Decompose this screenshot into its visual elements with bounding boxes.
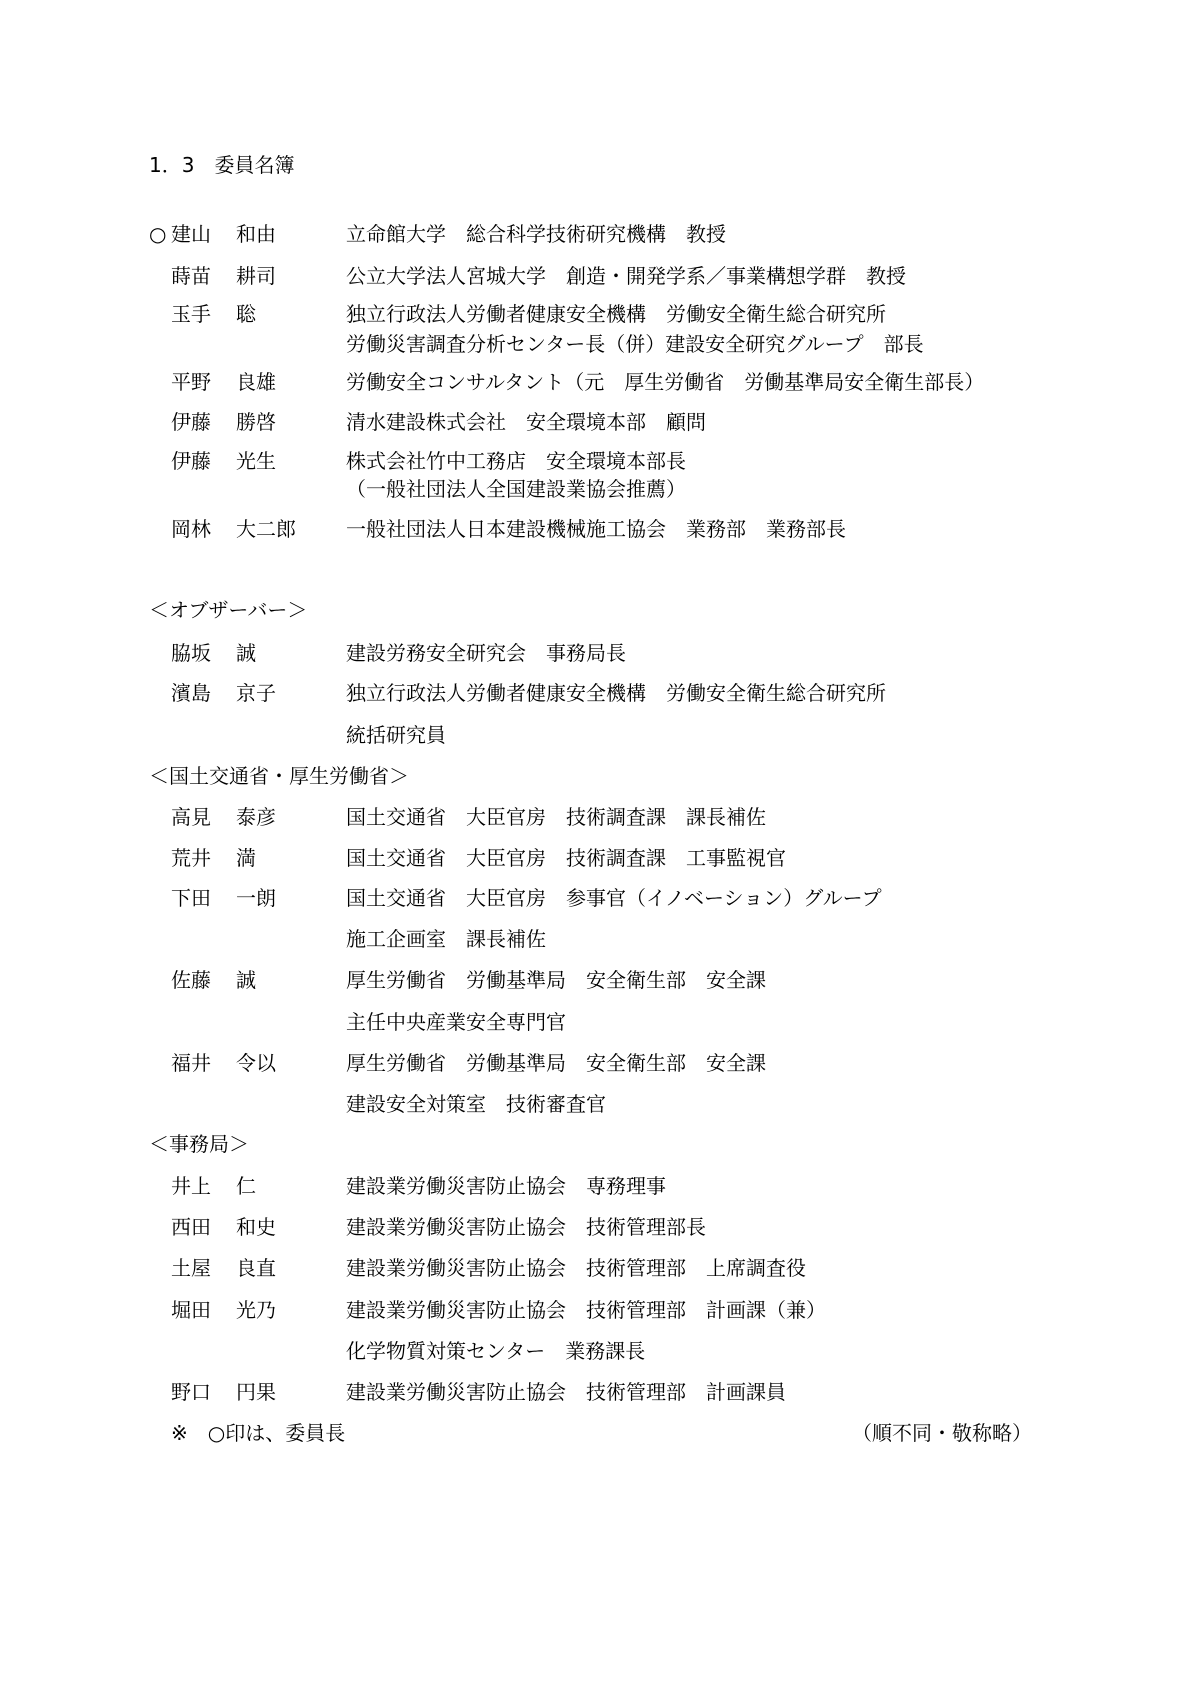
member-affiliation: 労働災害調査分析センター長（併）建設安全研究グループ 部長 bbox=[346, 332, 924, 356]
member-given-name: 誠 bbox=[236, 968, 256, 992]
member-affiliation: 建設業労働災害防止協会 技術管理部 計画課（兼） bbox=[346, 1298, 826, 1322]
member-given-name: 良直 bbox=[236, 1256, 276, 1280]
member-affiliation: 国土交通省 大臣官房 技術調査課 課長補佐 bbox=[346, 805, 766, 829]
member-given-name: 円果 bbox=[236, 1380, 276, 1404]
member-given-name: 耕司 bbox=[236, 264, 276, 288]
member-affiliation: 厚生労働省 労働基準局 安全衛生部 安全課 bbox=[346, 968, 766, 992]
chair-mark: ○ bbox=[149, 222, 167, 246]
member-given-name: 良雄 bbox=[236, 370, 276, 394]
section-heading: ＜オブザーバー＞ bbox=[149, 598, 308, 622]
member-family-name: 建山 bbox=[171, 222, 211, 246]
member-affiliation: 主任中央産業安全専門官 bbox=[346, 1010, 566, 1034]
member-affiliation: 清水建設株式会社 安全環境本部 顧問 bbox=[346, 410, 706, 434]
member-family-name: 土屋 bbox=[171, 1256, 211, 1280]
member-affiliation: 公立大学法人宮城大学 創造・開発学系／事業構想学群 教授 bbox=[346, 264, 906, 288]
member-affiliation: （一般社団法人全国建設業協会推薦） bbox=[346, 477, 686, 501]
member-family-name: 脇坂 bbox=[171, 641, 211, 665]
member-given-name: 和由 bbox=[236, 222, 276, 246]
section-heading: ＜事務局＞ bbox=[149, 1132, 249, 1156]
member-family-name: 玉手 bbox=[171, 302, 211, 326]
member-affiliation: 建設業労働災害防止協会 技術管理部 計画課員 bbox=[346, 1380, 786, 1404]
member-affiliation: 国土交通省 大臣官房 技術調査課 工事監視官 bbox=[346, 846, 786, 870]
member-given-name: 聡 bbox=[236, 302, 256, 326]
member-given-name: 勝啓 bbox=[236, 410, 276, 434]
footnote-order-note: （順不同・敬称略） bbox=[852, 1421, 1032, 1445]
member-affiliation: 立命館大学 総合科学技術研究機構 教授 bbox=[346, 222, 726, 246]
member-family-name: 平野 bbox=[171, 370, 211, 394]
section-heading: ＜国土交通省・厚生労働省＞ bbox=[149, 764, 409, 788]
member-affiliation: 独立行政法人労働者健康安全機構 労働安全衛生総合研究所 bbox=[346, 302, 886, 326]
footnote-chair-note: ※ ○印は、委員長 bbox=[171, 1421, 346, 1445]
member-affiliation: 建設安全対策室 技術審査官 bbox=[346, 1092, 606, 1116]
member-given-name: 令以 bbox=[236, 1051, 276, 1075]
member-given-name: 光乃 bbox=[236, 1298, 276, 1322]
member-affiliation: 建設業労働災害防止協会 技術管理部長 bbox=[346, 1215, 706, 1239]
member-affiliation: 建設労務安全研究会 事務局長 bbox=[346, 641, 626, 665]
member-given-name: 誠 bbox=[236, 641, 256, 665]
member-family-name: 荒井 bbox=[171, 846, 211, 870]
member-family-name: 伊藤 bbox=[171, 410, 211, 434]
member-given-name: 泰彦 bbox=[236, 805, 276, 829]
member-family-name: 西田 bbox=[171, 1215, 211, 1239]
member-family-name: 蒔苗 bbox=[171, 264, 211, 288]
member-affiliation: 労働安全コンサルタント（元 厚生労働省 労働基準局安全衛生部長） bbox=[346, 370, 985, 394]
member-family-name: 堀田 bbox=[171, 1298, 211, 1322]
member-family-name: 濱島 bbox=[171, 681, 211, 705]
member-given-name: 京子 bbox=[236, 681, 276, 705]
member-family-name: 野口 bbox=[171, 1380, 211, 1404]
member-affiliation: 建設業労働災害防止協会 技術管理部 上席調査役 bbox=[346, 1256, 806, 1280]
member-given-name: 和史 bbox=[236, 1215, 276, 1239]
member-given-name: 光生 bbox=[236, 449, 276, 473]
member-family-name: 伊藤 bbox=[171, 449, 211, 473]
member-affiliation: 一般社団法人日本建設機械施工協会 業務部 業務部長 bbox=[346, 517, 846, 541]
member-affiliation: 国土交通省 大臣官房 参事官（イノベーション）グループ bbox=[346, 886, 882, 910]
member-given-name: 大二郎 bbox=[236, 517, 296, 541]
member-affiliation: 統括研究員 bbox=[346, 723, 446, 747]
member-family-name: 福井 bbox=[171, 1051, 211, 1075]
member-family-name: 下田 bbox=[171, 886, 211, 910]
member-affiliation: 建設業労働災害防止協会 専務理事 bbox=[346, 1174, 666, 1198]
member-family-name: 井上 bbox=[171, 1174, 211, 1198]
member-family-name: 高見 bbox=[171, 805, 211, 829]
member-affiliation: 化学物質対策センター 業務課長 bbox=[346, 1339, 646, 1363]
page-title: 1．3 委員名簿 bbox=[149, 153, 295, 177]
member-affiliation: 施工企画室 課長補佐 bbox=[346, 927, 546, 951]
member-affiliation: 株式会社竹中工務店 安全環境本部長 bbox=[346, 449, 686, 473]
member-family-name: 佐藤 bbox=[171, 968, 211, 992]
member-given-name: 満 bbox=[236, 846, 256, 870]
member-given-name: 仁 bbox=[236, 1174, 256, 1198]
member-family-name: 岡林 bbox=[171, 517, 211, 541]
member-given-name: 一朗 bbox=[236, 886, 276, 910]
member-affiliation: 独立行政法人労働者健康安全機構 労働安全衛生総合研究所 bbox=[346, 681, 886, 705]
member-affiliation: 厚生労働省 労働基準局 安全衛生部 安全課 bbox=[346, 1051, 766, 1075]
